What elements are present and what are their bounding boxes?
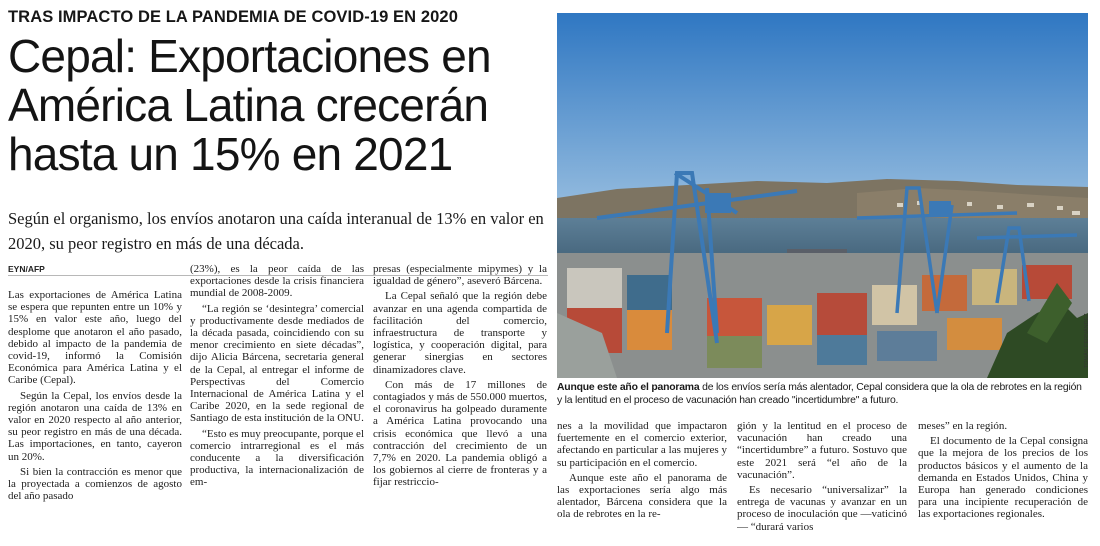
paragraph: Es necesario “universalizar” la entrega de vacunas y avanzar en un proceso de inoculación que —vaticinó— “durará varios <box>737 484 907 533</box>
paragraph: Según la Cepal, los envíos desde la región anotaron una caída de 13% en valor en 2020 respecto al año anterior, su peor registro en más de una década. Las importaciones, en tanto, cayeron un 20%. <box>8 389 182 463</box>
deck: Según el organismo, los envíos anotaron una caída interanual de 13% en valor en 2020, su peor registro en más de una década. <box>8 209 544 253</box>
paragraph: meses” en la región. <box>918 420 1008 432</box>
paragraph: Las exportaciones de América Latina se espera que repunten entre un 10% y 15% en valor este año, luego del desplome que anotaron el año pasado, debido al impacto de la pandemia de covid-19, informó la Comisión Económica para América Latina y el Caribe (Cepal). <box>8 289 182 387</box>
article-column-2 <box>190 263 364 543</box>
article-column-5 <box>737 420 907 543</box>
byline: EYN/AFP <box>8 264 45 274</box>
paragraph: nes a la movilidad que impactaron fuertemente en el comercio exterior, afectando en particular a las mujeres y su participación en el comercio. <box>557 420 727 469</box>
photo-caption <box>557 381 1088 407</box>
paragraph: “Esto es muy preocupante, porque el comercio intrarregional es el más conducente a la diversificación productiva, la internacionalización de em- <box>190 427 364 489</box>
kicker: TRAS IMPACTO DE LA PANDEMIA DE COVID-19 EN 2020 <box>8 8 458 26</box>
article-column-1 <box>8 289 182 543</box>
paragraph: presas (especialmente mipymes) y la igualdad de género”, aseveró Bárcena. <box>373 263 547 288</box>
paragraph: (23%), es la peor caída de las exportaciones desde la crisis financiera mundial de 2008-2009. <box>190 263 364 300</box>
paragraph: Aunque este año el panorama de las exportaciones sería algo más alentador, Bárcena considera que la ola de rebrotes en la re- <box>557 471 727 521</box>
headline: Cepal: Exportaciones en América Latina crecerán hasta un 15% en 2021 <box>8 30 491 180</box>
article-column-3 <box>373 263 547 543</box>
port-photo <box>557 13 1088 378</box>
paragraph: gión y la lentitud en el proceso de vacunación han creado una “incertidumbre” a futuro. Sostuvo que este 2021 será “el año de la vacunación”. <box>737 420 907 481</box>
caption-lead: Aunque este año el panorama <box>557 382 700 393</box>
article-column-4 <box>557 420 727 543</box>
article-column-6 <box>918 420 1088 543</box>
caption-text: de los envíos sería más alentador, Cepal considera que la ola de rebrotes en la región y la lentitud en el proceso de vacunación han creado "incertidumbre" a futuro. <box>557 382 1082 406</box>
paragraph: El documento de la Cepal consigna que la mejora de los precios de los productos básicos y el aumento de la demanda en Estados Unidos, China y Europa han generado condiciones para una incipiente recuperación de las exportaciones regionales. <box>918 435 1088 521</box>
paragraph: Si bien la contracción es menor que la proyectada a comienzos de agosto del año pasado <box>8 465 182 503</box>
paragraph: La Cepal señaló que la región debe avanzar en una agenda compartida de facilitación del comercio, infraestructura de transporte y logística, y cooperación digital, para generar sinergias en sectores dinamizadores clave. <box>373 290 547 376</box>
paragraph: “La región se ‘desintegra’ comercial y productivamente desde mediados de la década pasada, coincidiendo con su menor crecimiento en siete décadas”, dijo Alicia Bárcena, secretaria general de la Cepal, al entregar el informe de Perspectivas del Comercio Internacional de América Latina y el Caribe 2020, en la sede regional de Santiago de esta institución de la ONU. <box>190 302 364 425</box>
paragraph: Con más de 17 millones de contagiados y más de 550.000 muertos, el coronavirus ha golpeado duramente a América Latina provocando una crisis económica que llevó a una contracción del crecimiento de un 7,7% en 2020. La pandemia obligó a los gobiernos al cierre de fronteras y a fijar restriccio- <box>373 378 547 489</box>
photo-credit: TOMÁS FERNÁNDEZ <box>1084 313 1090 368</box>
